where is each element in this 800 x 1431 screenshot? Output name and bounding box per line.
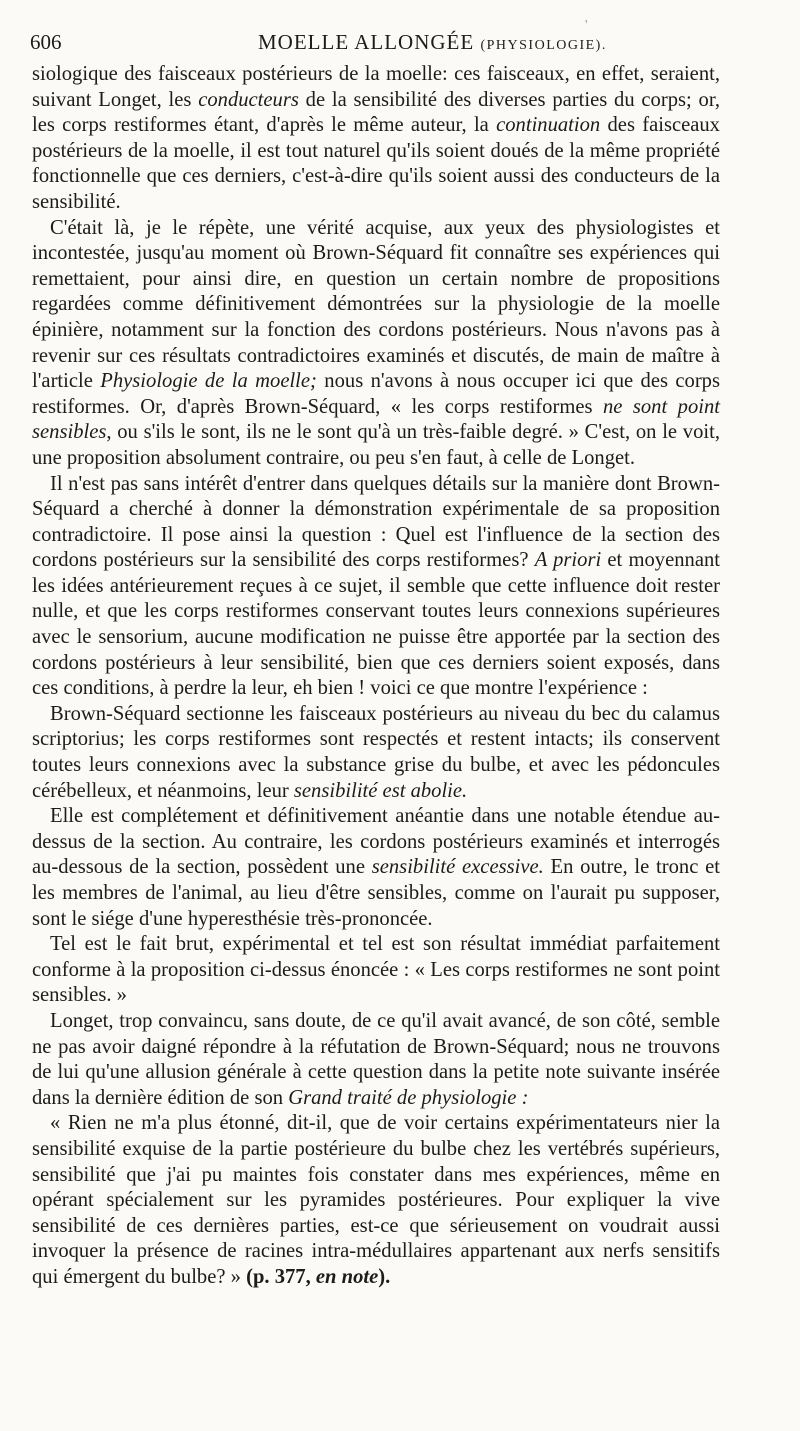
text-run: Brown-Séquard sectionne les faisceaux postérieurs au niveau du bec du calamus scriptorius; les corps restiformes sont respectés et restent intacts; ils conservent toutes leurs connexions avec la substance grise du bulbe, et avec les pédoncules cérébelleux, et néanmoins, leur — [32, 702, 720, 802]
page-number: 606 — [30, 30, 62, 54]
text-run: « Rien ne m'a plus étonné, dit-il, que de voir certains expérimentateurs nier la sensibilité exquise de la partie postérieure du bulbe chez les vertébrés supérieurs, sensibilité que j'ai pu maintes fois constater dans mes expériences, même en opérant spécialement sur les pyramides postérieures. Pour expliquer la vive sensibilité de ces dernières parties, est-ce que sérieusement on voudrait aussi invoquer la présence de racines intra-médullaires appartenant aux nerfs sensitifs qui émergent du bulbe? » — [32, 1112, 720, 1288]
main-text — [32, 62, 720, 1291]
italic-text: en note — [315, 1265, 379, 1288]
running-title-section: (PHYSIOLOGIE). — [480, 38, 607, 53]
text-run: Tel est le fait brut, expérimental et tel est son résultat immédiat parfaitement conforme à la proposition ci-dessus énoncée : « Les corps restiformes ne sont point sensibles. » — [32, 933, 720, 1007]
text-run: (p. 377, — [246, 1265, 316, 1288]
paragraph — [32, 804, 720, 932]
italic-text: continuation — [496, 114, 601, 137]
text-run: Longet, trop convaincu, sans doute, de ce qu'il avait avancé, de son côté, semble ne pas avoir daigné répondre à la réfutation de Brown-Séquard; nous ne trouvons de lui qu'une allusion générale à cette question dans la petite note suivante insérée dans la dernière édition de son — [32, 1009, 720, 1109]
paragraph — [32, 702, 720, 804]
text-run: de la sensibilité des diverses parties du corps; or, les corps restiformes étant, d'après le même auteur, la — [32, 88, 721, 137]
running-title — [258, 30, 607, 55]
paragraph — [32, 216, 720, 472]
paragraph — [32, 1009, 720, 1111]
italic-text: ne sont point sensibles — [32, 395, 720, 444]
text-run: siologique des faisceaux postérieurs de la moelle: ces faisceaux, en effet, seraient, suivant Longet, les — [32, 63, 720, 111]
text-run: ). — [378, 1265, 391, 1288]
italic-text: sensibilité est abolie. — [293, 779, 468, 802]
text-run: C'était là, je le répète, une vérité acquise, aux yeux des physiologistes et incontestée, jusqu'au moment où Brown-Séquard fit connaître ses expériences qui remettaient, pour ainsi dire, en question un certain nombre de propositions regardées comme définitivement démontrées sur la physiologie de la moelle épinière, notamment sur la fonction des cordons postérieurs. Nous n'avons pas à revenir sur ces résultats contradictoires examinés et discutés, de main de maître à l'article — [32, 216, 720, 393]
text-run: et moyennant les idées antérieurement reçues à ce sujet, il semble que cette influence doit rester nulle, et que les corps restiformes conservant toutes leurs connexions supérieures avec le sensorium, aucune modification ne puisse être apportée par la section des cordons postérieurs à leur sensibilité, bien que ces derniers soient exposés, dans ces conditions, à perdre la leur, eh bien ! voici ce que montre l'expérience : — [32, 549, 720, 700]
italic-text: A priori — [534, 549, 602, 572]
paragraph — [32, 1111, 720, 1290]
text-run: Il n'est pas sans intérêt d'entrer dans quelques détails sur la manière dont Brown-Séquard a cherché à donner la démonstration expérimentale de sa proposition contradictoire. Il pose ainsi la question : Quel est l'influence de la section des cordons postérieurs sur la sensibilité des corps restiformes? — [32, 472, 720, 572]
text-run: , ou s'ils le sont, ils ne le sont qu'à un très-faible degré. » C'est, on le voit, une proposition absolument contraire, ou peu s'en faut, à celle de Longet. — [32, 421, 720, 469]
text-run: En outre, le tronc et les membres de l'animal, au lieu d'être sensibles, comme on l'aurait pu supposer, sont le siége d'une hyperesthésie très-prononcée. — [32, 856, 720, 930]
italic-text: sensibilité excessive. — [371, 856, 544, 879]
italic-text: conducteurs — [198, 88, 299, 111]
specks: ' — [585, 18, 588, 33]
paragraph — [32, 62, 720, 216]
text-run: des faisceaux postérieurs de la moelle, il est tout naturel qu'ils soient doués de la même propriété fonctionnelle que ces derniers, c'est-à-dire qu'ils soient aussi des conducteurs de la sensibilité. — [32, 114, 720, 213]
paragraph — [32, 932, 720, 1009]
italic-text: Physiologie de la moelle; — [100, 370, 317, 393]
text-run: Elle est complétement et définitivement anéantie dans une notable étendue au-dessus de la section. Au contraire, les cordons postérieurs examinés et interrogés au-dessous de la section, possèdent une — [32, 805, 720, 879]
paragraph — [32, 472, 720, 702]
italic-text: Grand traité de physiologie : — [288, 1086, 529, 1109]
running-title-main: MOELLE ALLONGÉE — [258, 30, 475, 54]
text-run: nous n'avons à nous occuper ici que des corps restiformes. Or, d'après Brown-Séquard, « les corps restiformes — [32, 370, 720, 418]
running-header — [30, 26, 770, 60]
